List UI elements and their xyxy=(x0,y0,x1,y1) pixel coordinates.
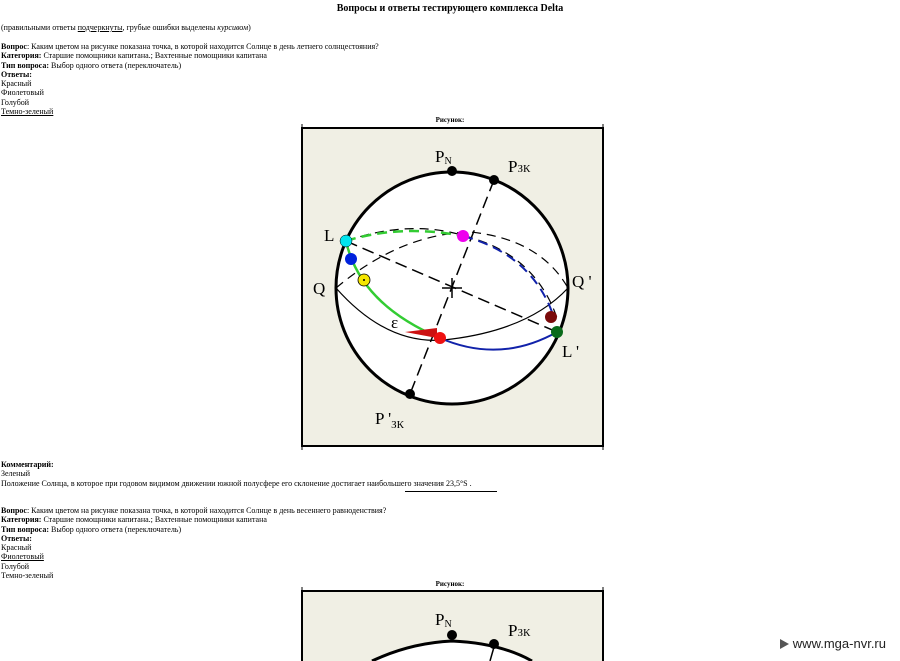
answer-option-correct: Фиолетовый xyxy=(1,552,44,562)
label-q: Q xyxy=(313,279,326,298)
comment-1-block xyxy=(1,460,472,488)
label-q-prime: Q ' xyxy=(572,272,592,291)
legend-suffix: ) xyxy=(248,23,251,32)
page-title: Вопросы и ответы тестирующего комплекса Delta xyxy=(336,3,564,14)
question-1-block xyxy=(1,42,379,116)
answer-option: Красный xyxy=(1,543,32,553)
question-2-text: Вопрос: Каким цветом на рисунке показана точка, в которой находится Солнце в день весеннего равноденствия? xyxy=(1,506,387,515)
legend-prefix: (правильными ответы xyxy=(1,23,78,32)
label-pn: PN xyxy=(435,147,452,167)
legend-underlined: подчеркнуты xyxy=(77,23,123,32)
legend-middle: , грубые ошибки выделены xyxy=(122,23,218,32)
figure-label: Рисунок: xyxy=(435,580,465,588)
blue-point xyxy=(345,253,357,265)
answer-option: Фиолетовый xyxy=(1,88,44,98)
pzk-point xyxy=(489,175,499,185)
comment-heading: Комментарий: xyxy=(1,460,54,469)
red-point xyxy=(434,332,446,344)
label-pzk: PЗК xyxy=(508,621,531,640)
label-pzk-prime: P '$_{ЗК}$ xyxy=(375,409,404,431)
question-1-category: Категория: Старшие помощники капитана.; Вахтенные помощники капитана xyxy=(1,51,267,61)
pzk-prime-point xyxy=(405,389,415,399)
figure-label: Рисунок: xyxy=(435,116,465,124)
legend-italic: курсивом xyxy=(217,23,249,32)
celestial-sphere-diagram xyxy=(300,124,605,450)
pn-point xyxy=(447,166,457,176)
answers-heading: Ответы: xyxy=(1,533,32,543)
answer-option: Голубой xyxy=(1,561,30,571)
chevron-right-icon xyxy=(780,639,789,649)
label-pn: PN xyxy=(435,610,452,630)
magenta-point xyxy=(457,230,469,242)
separator-line xyxy=(405,491,497,492)
question-2-block xyxy=(1,506,386,580)
question-1-text: Вопрос: Каким цветом на рисунке показана точка, в которой находится Солнце в день летнего солнцестояния? xyxy=(1,42,379,51)
answer-option: Красный xyxy=(1,79,32,89)
question-2-type: Тип вопроса: Выбор одного ответа (переключатель) xyxy=(1,524,182,534)
legend-note xyxy=(1,23,251,32)
question-2-category: Категория: Старшие помощники капитана.; Вахтенные помощники капитана xyxy=(1,515,267,525)
answer-option: Голубой xyxy=(1,97,30,107)
label-l-prime: L ' xyxy=(562,342,580,361)
darkgreen-point xyxy=(551,326,563,338)
cyan-point xyxy=(340,235,352,247)
answers-heading: Ответы: xyxy=(1,69,32,79)
site-watermark[interactable] xyxy=(780,636,886,652)
darkred-point xyxy=(545,311,557,323)
label-epsilon: ε xyxy=(391,313,399,332)
label-pzk: PЗК xyxy=(508,157,531,176)
answer-option: Темно-зеленый xyxy=(1,571,54,581)
comment-answer: Зеленый xyxy=(1,469,31,479)
watermark-text: www.mga-nvr.ru xyxy=(792,636,886,652)
comment-text: Положение Солнца, в которое при годовом видимом движении южной полусфере его склонение достигает наибольшего значения 23,5°S . xyxy=(1,478,472,488)
question-1-type: Тип вопроса: Выбор одного ответа (переключатель) xyxy=(1,60,182,70)
answer-option-correct: Темно-зеленый xyxy=(1,107,54,117)
label-l: L xyxy=(324,226,335,245)
celestial-sphere-diagram-2 xyxy=(300,587,605,661)
